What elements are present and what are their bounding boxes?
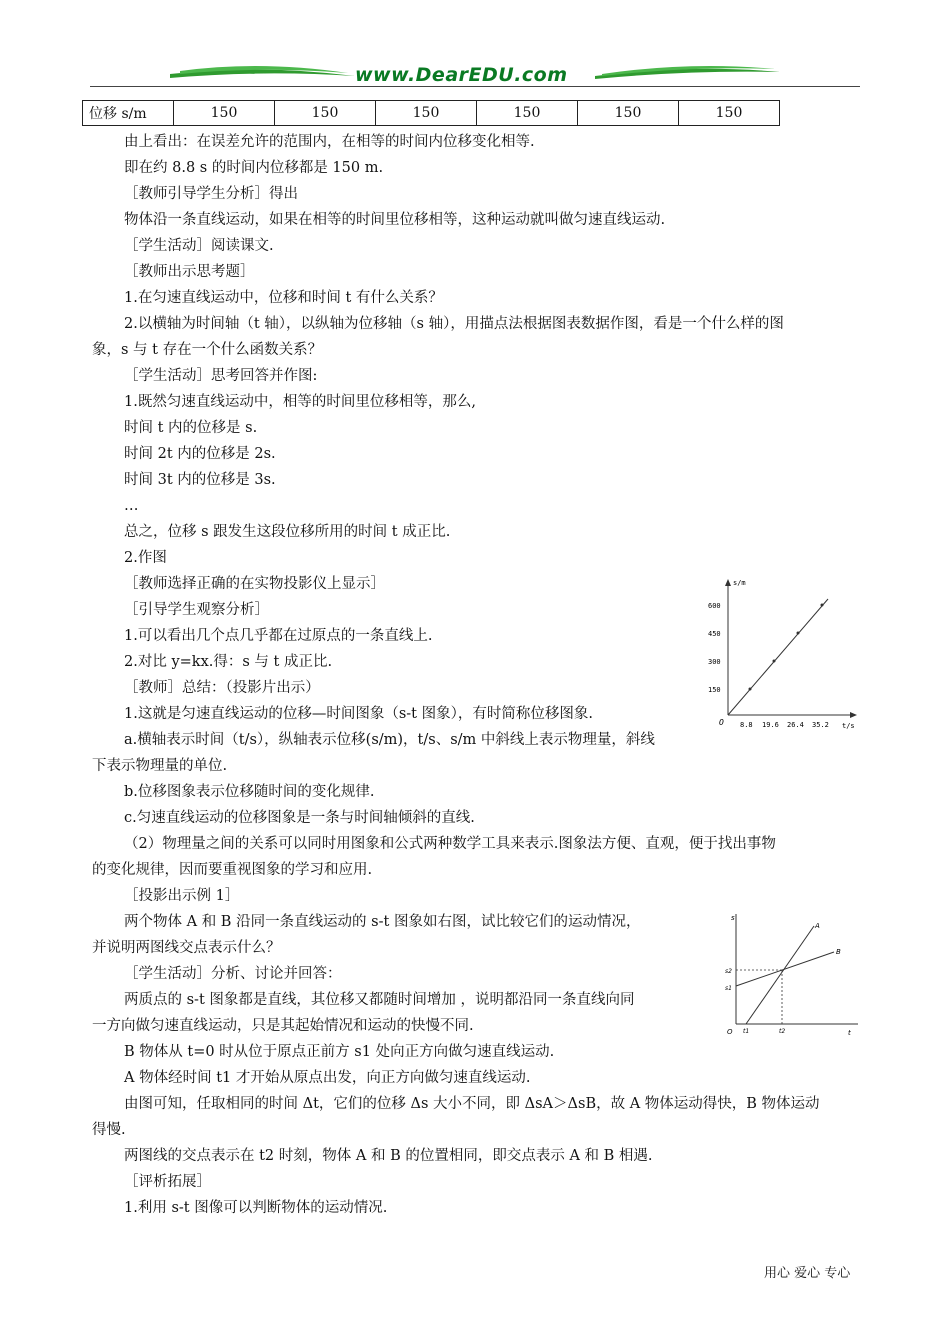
origin-label: O <box>719 718 724 727</box>
text-line: 总之，位移 s 跟发生这段位移所用的时间 t 成正比. <box>124 524 451 540</box>
text-line: b.位移图象表示位移随时间的变化规律. <box>124 784 375 800</box>
text-line: 物体沿一条直线运动，如果在相等的时间里位移相等，这种运动就叫做匀速直线运动. <box>124 212 666 228</box>
text-line: ［学生活动］阅读课文. <box>124 238 274 254</box>
table-cell: 150 <box>477 101 578 126</box>
x-axis-label: t/s <box>842 722 855 730</box>
text-line: 得慢. <box>92 1122 126 1138</box>
y-axis-arrow <box>725 579 731 586</box>
text-line: … <box>124 498 139 514</box>
y-tick-label: 150 <box>708 686 721 694</box>
line-a <box>746 926 814 1024</box>
text-line: （2）物理量之间的关系可以同时用图象和公式两种数学工具来表示.图象法方便、直观，便于找出事物 <box>124 836 776 852</box>
text-line: ［评析拓展］ <box>124 1174 211 1190</box>
table-row <box>83 101 780 126</box>
x-tick-label: 19.6 <box>762 721 779 729</box>
y-axis-label: s/m <box>733 579 746 587</box>
text-line: 1.利用 s-t 图像可以判断物体的运动情况. <box>124 1200 388 1216</box>
x-mark-t2: t2 <box>779 1028 786 1035</box>
x-tick-label: 26.4 <box>787 721 804 729</box>
header-divider <box>90 86 860 87</box>
line-b-label: B <box>836 948 841 956</box>
text-line: 2.对比 y=kx.得：s 与 t 成正比. <box>124 654 333 670</box>
text-line: 下表示物理量的单位. <box>92 758 228 774</box>
data-point <box>773 660 776 663</box>
text-line: ［引导学生观察分析］ <box>124 602 269 618</box>
y-tick-label: 600 <box>708 602 721 610</box>
table-cell: 150 <box>578 101 679 126</box>
text-line: ［教师出示思考题］ <box>124 264 255 280</box>
line-b <box>736 952 834 986</box>
text-line: 并说明两图线交点表示什么？ <box>92 940 281 956</box>
text-line: A 物体经时间 t1 才开始从原点出发，向正方向做匀速直线运动. <box>124 1070 531 1086</box>
text-line: 时间 2t 内的位移是 2s. <box>124 446 276 462</box>
displacement-table <box>82 100 780 126</box>
data-point <box>797 632 800 635</box>
text-line: 两质点的 s-t 图象都是直线，其位移又都随时间增加 ，说明都沿同一条直线向同 <box>124 992 635 1008</box>
text-line: 由图可知，任取相同的时间 Δt，它们的位移 Δs 大小不同，即 ΔsA＞ΔsB，故 A 物体运动得快，B 物体运动 <box>124 1096 820 1112</box>
y-tick-label: 450 <box>708 630 721 638</box>
table-cell: 150 <box>275 101 376 126</box>
page-footer: 用心 爱心 专心 <box>764 1266 851 1281</box>
x-axis-arrow <box>850 712 857 718</box>
text-line: 2.以横轴为时间轴（t 轴），以纵轴为位移轴（s 轴），用描点法根据图表数据作图，看是一个什么样的图 <box>124 316 784 332</box>
ab-graph-svg <box>722 910 862 1040</box>
y-mark-s2: s2 <box>725 968 732 975</box>
text-line: ［投影出示例 1］ <box>124 888 240 904</box>
text-line: ［学生活动］思考回答并作图: <box>124 368 318 384</box>
text-line: B 物体从 t=0 时从位于原点正前方 s1 处向正方向做匀速直线运动. <box>124 1044 555 1060</box>
y-mark-s1: s1 <box>725 985 732 992</box>
text-line: 1.这就是匀速直线运动的位移—时间图象（s-t 图象），有时简称位移图象. <box>124 706 593 722</box>
text-line: 两图线的交点表示在 t2 时刻，物体 A 和 B 的位置相同，即交点表示 A 和 B 相遇. <box>124 1148 653 1164</box>
x-axis-label: t <box>848 1029 851 1037</box>
ab-graph-figure <box>722 910 862 1044</box>
text-line: a.横轴表示时间（t/s），纵轴表示位移(s/m)，t/s、s/m 中斜线上表示物理量，斜线 <box>124 732 655 748</box>
site-logo-text: www.DearEDU.com <box>355 64 568 86</box>
text-line: 即在约 8.8 s 的时间内位移都是 150 m. <box>124 160 384 176</box>
text-line: 1.可以看出几个点几乎都在过原点的一条直线上. <box>124 628 433 644</box>
st-line <box>728 599 828 715</box>
st-graph-figure <box>700 575 860 739</box>
text-line: 由上看出：在误差允许的范围内，在相等的时间内位移变化相等. <box>124 134 535 150</box>
text-line: 1.既然匀速直线运动中，相等的时间里位移相等，那么, <box>124 394 476 410</box>
text-line: 时间 t 内的位移是 s. <box>124 420 258 436</box>
text-line: 的变化规律，因而要重视图象的学习和应用. <box>92 862 373 878</box>
data-point <box>821 604 824 607</box>
text-line: 时间 3t 内的位移是 3s. <box>124 472 276 488</box>
st-graph-svg <box>700 575 860 735</box>
text-line: 2.作图 <box>124 550 167 566</box>
text-line: ［教师］总结：（投影片出示） <box>124 680 320 696</box>
table-cell: 150 <box>174 101 275 126</box>
x-mark-t1: t1 <box>743 1028 750 1035</box>
x-tick-label: 35.2 <box>812 721 829 729</box>
table-row-label: 位移 s/m <box>83 101 174 126</box>
table-cell: 150 <box>679 101 780 126</box>
text-line: ［教师选择正确的在实物投影仪上显示］ <box>124 576 385 592</box>
text-line: ［学生活动］分析、讨论并回答： <box>124 966 342 982</box>
text-line: 1.在匀速直线运动中，位移和时间 t 有什么关系？ <box>124 290 443 306</box>
table-cell: 150 <box>376 101 477 126</box>
origin-label: O <box>727 1028 733 1036</box>
data-point <box>749 688 752 691</box>
text-line: 一方向做匀速直线运动，只是其起始情况和运动的快慢不同. <box>92 1018 474 1034</box>
y-tick-label: 300 <box>708 658 721 666</box>
text-line: 两个物体 A 和 B 沿同一条直线运动的 s-t 图象如右图，试比较它们的运动情况， <box>124 914 641 930</box>
line-a-label: A <box>815 922 820 930</box>
x-tick-label: 8.8 <box>740 721 753 729</box>
text-line: ［教师引导学生分析］得出 <box>124 186 298 202</box>
y-axis-label: s <box>731 914 735 922</box>
text-line: c.匀速直线运动的位移图象是一条与时间轴倾斜的直线. <box>124 810 475 826</box>
text-line: 象，s 与 t 存在一个什么函数关系？ <box>92 342 323 358</box>
